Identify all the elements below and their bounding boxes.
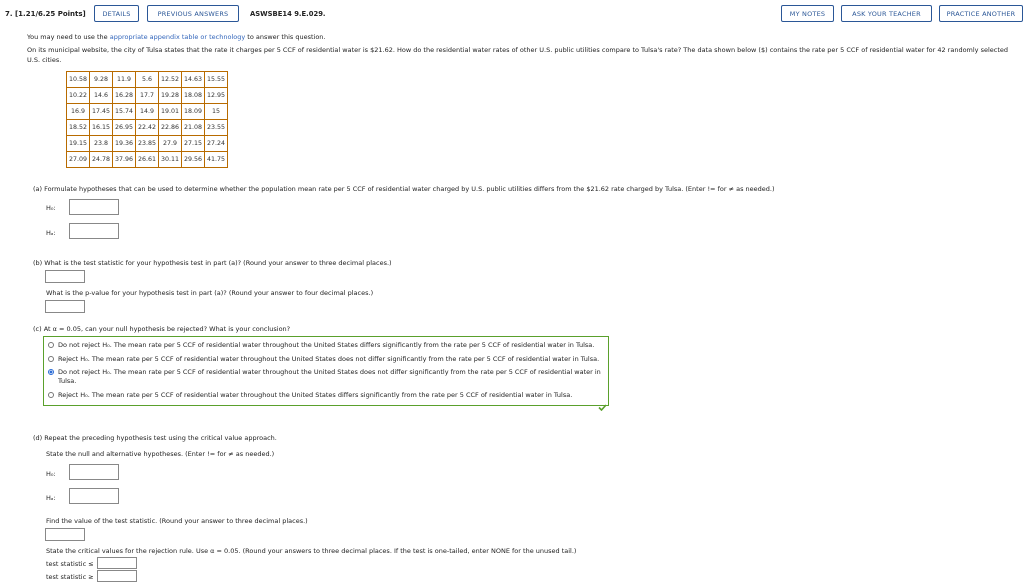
part-c-prompt: (c) At α = 0.05, can your null hypothesis be rejected? What is your conclusion? [33,325,291,333]
table-cell: 37.96 [113,152,136,168]
intro-text-b: to answer this question. [245,33,326,41]
table-cell: 10.58 [67,72,90,88]
part-a-h0-label: H₀: [46,204,56,212]
table-cell: 22.86 [159,120,182,136]
previous-answers-button[interactable]: PREVIOUS ANSWERS [147,5,239,22]
part-a-prompt: (a) Formulate hypotheses that can be used to determine whether the population mean rate per 5 CCF of residential water charged by U.S. public utilities differs from the $21.62 rate charged by Tulsa. (Enter != for ≠ as needed.) [33,185,775,193]
intro-text-a: You may need to use the [27,33,110,41]
critical-values-prompt: State the critical values for the rejection rule. Use α = 0.05. (Round your answers to three decimal places. If the test is one-tailed, enter NONE for the unused tail.) [46,547,577,555]
radio-button[interactable] [48,356,54,362]
table-cell: 27.24 [205,136,228,152]
upper-critical-label: test statistic ≥ [46,573,94,581]
part-d-ha-label: Hₐ: [46,494,56,502]
part-b-prompt: (b) What is the test statistic for your hypothesis test in part (a)? (Round your answer to three decimal places.) [33,259,392,267]
test-statistic-input[interactable] [45,270,85,283]
table-row [67,104,228,120]
table-cell: 17.45 [90,104,113,120]
table-cell: 16.9 [67,104,90,120]
table-cell: 22.42 [136,120,159,136]
table-cell: 19.28 [159,88,182,104]
appendix-table-link[interactable]: appropriate appendix table or technology [109,33,246,41]
radio-button-selected[interactable] [48,369,54,375]
practice-another-button[interactable]: PRACTICE ANOTHER [939,5,1023,22]
table-cell: 23.85 [136,136,159,152]
table-cell: 15.55 [205,72,228,88]
part-a-ha-input[interactable] [69,223,119,239]
table-row [67,72,228,88]
details-button[interactable]: DETAILS [94,5,139,22]
table-cell: 27.09 [67,152,90,168]
choice-4-text: Reject H₀. The mean rate per 5 CCF of residential water throughout the United States differs significantly from the rate per 5 CCF of residential water in Tulsa. [58,391,573,399]
part-d-h0-label: H₀: [46,470,56,478]
table-cell: 16.28 [113,88,136,104]
table-cell: 14.6 [90,88,113,104]
table-cell: 9.28 [90,72,113,88]
data-table [66,71,228,168]
question-intro [27,32,1017,65]
question-number-text: 7. [5,10,13,18]
table-cell: 12.52 [159,72,182,88]
table-cell: 26.61 [136,152,159,168]
table-cell: 41.75 [205,152,228,168]
my-notes-button[interactable]: MY NOTES [781,5,834,22]
table-cell: 27.9 [159,136,182,152]
table-cell: 17.7 [136,88,159,104]
part-d-prompt: (d) Repeat the preceding hypothesis test using the critical value approach. [33,434,277,442]
p-value-input[interactable] [45,300,85,313]
points-text: [1.21/6.25 Points] [14,10,86,18]
part-d-h0-input[interactable] [69,464,119,480]
choice-3-text: Do not reject H₀. The mean rate per 5 CCF of residential water throughout the United States does not differ significantly from the rate per 5 CCF of residential water in Tulsa. [58,368,601,385]
question-number [5,10,86,18]
table-cell: 21.08 [182,120,205,136]
correct-check-icon [598,404,607,411]
table-row [67,152,228,168]
table-cell: 18.52 [67,120,90,136]
table-cell: 24.78 [90,152,113,168]
lower-critical-label: test statistic ≤ [46,560,94,568]
table-cell: 23.55 [205,120,228,136]
table-cell: 27.15 [182,136,205,152]
ask-teacher-button[interactable]: ASK YOUR TEACHER [841,5,932,22]
table-cell: 16.15 [90,120,113,136]
part-d-test-stat-input[interactable] [45,528,85,541]
radio-button[interactable] [48,342,54,348]
upper-critical-input[interactable] [97,570,137,582]
table-cell: 10.22 [67,88,90,104]
lower-critical-input[interactable] [97,557,137,569]
table-cell: 26.95 [113,120,136,136]
table-cell: 23.8 [90,136,113,152]
table-row [67,136,228,152]
table-cell: 11.9 [113,72,136,88]
table-cell: 14.9 [136,104,159,120]
question-header [0,0,1024,28]
p-value-prompt: What is the p-value for your hypothesis test in part (a)? (Round your answer to four decimal places.) [46,289,374,297]
choice-1-text: Do not reject H₀. The mean rate per 5 CCF of residential water throughout the United States differs significantly from the rate per 5 CCF of residential water in Tulsa. [58,341,595,349]
table-cell: 18.08 [182,88,205,104]
table-cell: 12.95 [205,88,228,104]
table-cell: 30.11 [159,152,182,168]
part-c-choices [43,336,609,406]
part-d-test-stat-prompt: Find the value of the test statistic. (Round your answer to three decimal places.) [46,517,308,525]
intro-line-2: On its municipal website, the city of Tulsa states that the rate it charges per 5 CCF of residential water is $21.62. How do the residential water rates of other U.S. public utilities compare to Tulsa's rate? The data shown below ($) contains the rate per 5 CCF of residential water for 42 randomly selected U.S. cities. [27,46,1009,64]
part-d-state-prompt: State the null and alternative hypotheses. (Enter != for ≠ as needed.) [46,450,275,458]
table-cell: 14.63 [182,72,205,88]
table-cell: 15.74 [113,104,136,120]
table-cell: 19.15 [67,136,90,152]
table-cell: 19.01 [159,104,182,120]
radio-button[interactable] [48,392,54,398]
table-cell: 5.6 [136,72,159,88]
question-code: ASWSBE14 9.E.029. [250,10,326,18]
table-row [67,88,228,104]
part-d-ha-input[interactable] [69,488,119,504]
table-cell: 19.36 [113,136,136,152]
table-row [67,120,228,136]
part-a-ha-label: Hₐ: [46,229,56,237]
table-cell: 29.56 [182,152,205,168]
table-cell: 15 [205,104,228,120]
part-a-h0-input[interactable] [69,199,119,215]
intro-line-1 [27,32,1017,42]
table-cell: 18.09 [182,104,205,120]
choice-2-text: Reject H₀. The mean rate per 5 CCF of residential water throughout the United States does not differ significantly from the rate per 5 CCF of residential water in Tulsa. [58,355,600,363]
